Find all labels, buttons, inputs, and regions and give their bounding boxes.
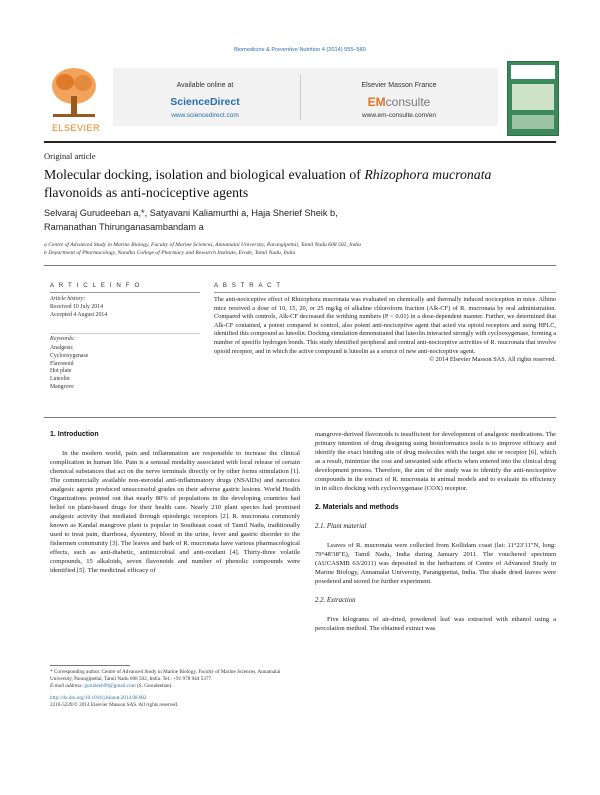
abstract-heading: A B S T R A C T: [214, 282, 282, 289]
keyword: Cyclooxygenase: [50, 352, 89, 359]
abstract-text: The anti-nociceptive effect of Rhizophora mucronata was evaluated on chemically and thermally induced nociception in mice. Albino mice received a dose of 10, 15, 20, or 25 mg/kg of alkaline chloroform fraction (Alk-CF) of R. mucronata by oral administration. Compared with controls, Alk-CF decreased the writhing numbers (P < 0.01) in a dose-dependent manner. Further, we determined that Alk-CF contained, a potent compared to control, also potent anti-nociceptive agent that acted via opioid receptors and using HPLC, identified this compound as luteolin. Docking simulation demonstrated that luteolin interacted strongly with cyclooxygenase, forming a number of specific hydrogen bonds. This study identified peripheral and central anti-nociceptive activities of R. mucronata that involve opioid receptor, and in which the active compound is luteolin as a source of new anti-nociceptive agent.: [214, 296, 556, 355]
section-heading-introduction: 1. Introduction: [50, 431, 99, 438]
keyword: Luteolin: [50, 376, 70, 383]
accepted-date: Accepted 4 August 2014: [50, 312, 108, 318]
plant-material-paragraph: Leaves of R. mucronata were collected from Kollidam coast (lat: 11°23′11″N, long: 79°48′38″E), Tamil Nadu, India during January 2011. The vouchered specimen (AUCASMB 63/2011) was deposited in the herbarium of Centre of Advanced Study in Marine Biology, Annamalai University, Parangipettai, India. The shade dried leaves were powdered and stored for further experiment.: [315, 542, 556, 585]
body-column-right: [315, 430, 556, 633]
article-title: [44, 166, 544, 202]
header-rule: [44, 141, 556, 143]
keyword: Hot plate: [50, 368, 72, 375]
journal-citation[interactable]: Biomedicine & Preventive Nutrition 4 (2014) 555–560: [234, 47, 366, 53]
email-owner: (S. Gurudeeban).: [135, 683, 173, 689]
subsection-heading-extraction: 2.2. Extraction: [315, 597, 356, 604]
authors-line-1[interactable]: Selvaraj Gurudeeban a,*, Satyavani Kaliamurthi a, Haja Sherief Sheik b,: [44, 208, 338, 218]
available-online-label: Available online at: [176, 82, 234, 89]
divider: [214, 292, 556, 293]
title-text-end: flavonoids as anti-nociceptive agents: [44, 185, 249, 200]
issn-line: 2210-5239/© 2014 Elsevier Masson SAS. All rights reserved.: [50, 702, 179, 708]
email-label: E-mail address:: [50, 683, 85, 689]
em-logo-em: EM: [367, 95, 386, 109]
journal-cover-thumbnail: [507, 61, 559, 136]
keyword-list: [50, 345, 88, 392]
doi-link[interactable]: http://dx.doi.org/10.1016/j.bionut.2014.08.002: [50, 695, 147, 701]
history-label: Article history:: [50, 296, 86, 302]
header-divider: [300, 74, 301, 120]
divider: [44, 265, 556, 266]
em-consulte-logo[interactable]: [306, 95, 492, 109]
keyword: Analgesic: [50, 345, 74, 351]
footnote: [50, 669, 302, 709]
received-date: Received 10 July 2014: [50, 304, 103, 310]
email-line: [50, 683, 302, 690]
sciencedirect-link[interactable]: www.sciencedirect.com: [171, 112, 239, 119]
authors-line-2[interactable]: Ramanathan Thirunganasambandam a: [44, 222, 204, 232]
corresponding-author-note: * Corresponding author. Centre of Advanced Study in Marine Biology, Faculty of Marine Sciences, Annamalai University, Parangipettai, Tamil Nadu 608 502, India. Tel.: +91 978 944 5377.: [50, 669, 281, 682]
divider: [50, 292, 200, 293]
keyword: Flavonoid: [50, 360, 74, 367]
email-link[interactable]: gurudeeb99@gmail.com: [84, 683, 136, 689]
affiliations: [44, 241, 554, 257]
divider: [50, 333, 200, 334]
em-logo-consulte: consulte: [385, 95, 431, 109]
intro-paragraph-continued: mangrove-derived flavonoids is insufficient for development of analgesic medications. The primary intention of drug designing using bioinformatics tools is to improve efficacy and identify the exact binding site of drug molecules with the target site or receptor [6], which as a result, minimize the cost and unwanted side effects when entered into the clinical drug development process. Therefore, the aim of the study was to identify the anti-nociceptive compounds in the extract of R. mucronata in animal models and to evaluate its efficiency in in silico docking with cyclooxygenase (COX) receptor.: [315, 431, 556, 492]
abstract-body: [214, 296, 556, 365]
section-heading-methods: 2. Materials and methods: [315, 504, 399, 511]
keywords-label: Keywords:: [50, 336, 75, 342]
footnote-rule: [50, 665, 130, 666]
title-species: Rhizophora mucronata: [364, 167, 492, 182]
subsection-heading-plant-material: 2.1. Plant material: [315, 523, 367, 530]
article-type: Original article: [44, 151, 96, 161]
em-consulte-link[interactable]: www.em-consulte.com/en: [361, 112, 437, 119]
elsevier-wordmark: ELSEVIER: [51, 123, 101, 133]
intro-paragraph: In the modern world, pain and inflammation are responsible to increase the clinical complication in human life. Pain is a sensual modality associated with local release of certain chemical substances that act on the nerve terminals directly or by other forms stimulation [1]. The commercially available non-steroidal anti-inflammatory drugs (NSAIDs) and narcotics analgesic agents produced unsuccessful grades on their adverse gastric lesions. World Health Organizations pointed out that nearly 80% of populations in the developing countries had belief on plant-based drugs for their health care. Nearly 210 plant species had promised analgesic activity that mediated through opiodergic receptors [2]. R. mucronata commonly known as Kandal mangrove plant is popular in Southeast coast of Tamil Nadu, traditionally used to treat pain, diarrhoea, dysentery, blood in the urine, fever and gastric disorder to the fishermen community [3]. The leaves and bark of R. mucronata have various pharmacological effects, such as anti-diabetic, antimicrobial and anti-oxidant [4]. Thirty-three volatile compounds, 15 alkaloids, seven flavonoids and number of phenolic compounds were identified [5]. The medicinal efficacy of: [50, 450, 300, 574]
affiliation-a: a Centre of Advanced Study in Marine Biology, Faculty of Marine Sciences, Annamalai University, Parangipettai, Tamil Nadu 608 502, India: [44, 242, 361, 248]
abstract-copyright: © 2014 Elsevier Masson SAS. All rights reserved.: [429, 356, 556, 364]
divider: [44, 417, 556, 418]
body-column-left: [50, 430, 300, 575]
publisher-name: Elsevier Masson France: [361, 82, 437, 89]
extraction-paragraph: Five kilograms of air-dried, powdered leaf was extracted with ethanol using a percolation method. The obtained extract was: [315, 616, 556, 632]
title-text: Molecular docking, isolation and biological evaluation of: [44, 167, 365, 182]
article-info-heading: A R T I C L E I N F O: [50, 282, 141, 289]
author-list: [44, 206, 544, 234]
keyword: Mangrove: [50, 383, 74, 390]
affiliation-b: b Department of Pharmacology, Nandha College of Pharmacy and Research Institute, Erode, Tamil Nadu, India: [44, 250, 296, 256]
sciencedirect-logo[interactable]: ScienceDirect: [170, 96, 240, 108]
